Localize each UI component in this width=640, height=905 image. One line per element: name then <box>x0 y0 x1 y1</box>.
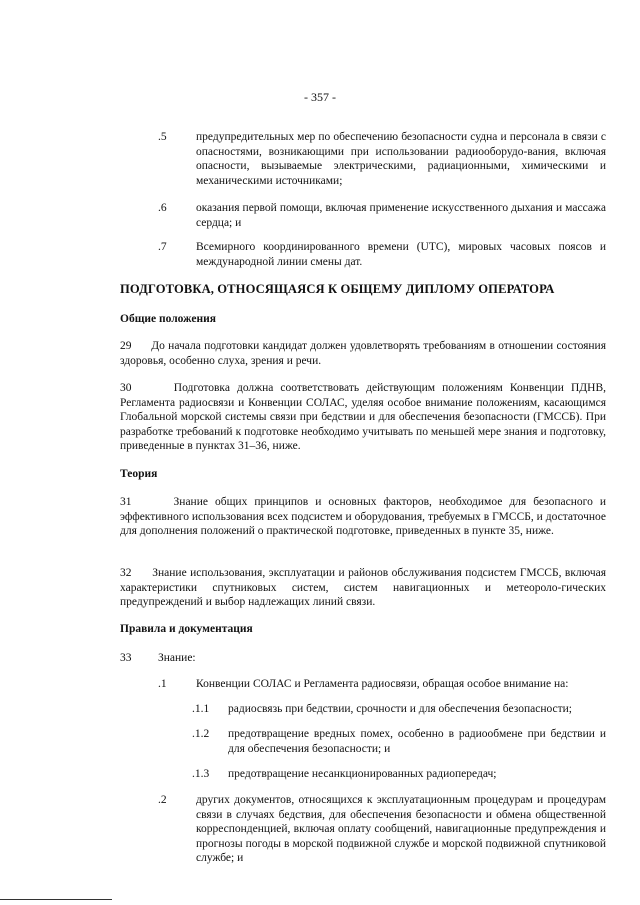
paragraph-31: 31 Знание общих принципов и основных факторов, необходимое для безопасного и эффективного использования всех подсистем и оборудования, требуемых в ГМССБ, и достаточное для дополнения положений о практической подготовке, приведенных в пункте 35, ниже. <box>120 496 609 538</box>
item-number: .7 <box>158 241 167 253</box>
subsection-heading: Правила и документация <box>120 623 253 635</box>
paragraph-32: 32 Знание использования, эксплуатации и районов обслуживания подсистем ГМССБ, включая характеристики спутниковых систем, систем навигационных и метеороло-гических предупреждений и выбор надлежащих линий связи. <box>120 567 609 609</box>
subsection-heading: Общие положения <box>120 313 216 325</box>
subitem-text: предотвращение вредных помех, особенно в радиообмене при бедствии и для обеспечения безопасности; и <box>228 728 606 755</box>
subitem-number: .1.2 <box>192 728 210 740</box>
item-text: других документов, относящихся к эксплуатационным процедурам и процедурам связи в случаях бедствия, для обеспечения безопасности и обмена общественной корреспонденцией, включая оплату сообщений, навигационные предупреждения и прогнозы погоды в морской подвижной службе и морской подвижной спутниковой службе; и <box>196 794 606 865</box>
paragraph-29: 29 До начала подготовки кандидат должен удовлетворять требованиям в отношении состояния здоровья, особенно слуха, зрения и речи. <box>120 340 609 367</box>
item-number: .6 <box>158 202 167 214</box>
item-number: .1 <box>158 678 167 690</box>
subsection-heading: Теория <box>120 468 158 480</box>
section-heading: ПОДГОТОВКА, ОТНОСЯЩАЯСЯ К ОБЩЕМУ ДИПЛОМУ ОПЕРАТОРА <box>120 282 555 296</box>
paragraph-33-text: Знание: <box>158 652 196 664</box>
item-number: .2 <box>158 794 167 806</box>
subitem-number: .1.3 <box>192 768 210 780</box>
paragraph-number: 33 <box>120 652 132 664</box>
paragraph-30: 30 Подготовка должна соответствовать действующим положениям Конвенции ПДНВ, Регламента радиосвязи и Конвенции СОЛАС, уделяя особое внимание положениям, касающимся Глобальной морской системы связи при бедствии и для обеспечения безопасности (ГМССБ). При разработке требований к подготовке необходимо учитывать по меньшей мере знания и подготовку, приведенные в пунктах 31–36, ниже. <box>120 382 609 453</box>
footer-rule <box>0 899 112 900</box>
page-number: - 357 - <box>304 90 336 104</box>
item-text: Конвенции СОЛАС и Регламента радиосвязи, обращая особое внимание на: <box>196 678 569 690</box>
item-text: Всемирного координированного времени (UTC), мировых часовых поясов и международной линии смены дат. <box>196 241 606 268</box>
item-text: предупредительных мер по обеспечению безопасности судна и персонала в связи с опасностями, возникающими при использовании радиооборудо-вания, включая опасности, вызываемые электрическими, радиационными, химическими и механическими источниками; <box>196 131 606 187</box>
item-number: .5 <box>158 131 167 143</box>
item-text: оказания первой помощи, включая применение искусственного дыхания и массажа сердца; и <box>196 202 606 229</box>
subitem-text: радиосвязь при бедствии, срочности и для обеспечения безопасности; <box>228 703 572 715</box>
subitem-text: предотвращение несанкционированных радиопередач; <box>228 768 497 780</box>
subitem-number: .1.1 <box>192 703 210 715</box>
